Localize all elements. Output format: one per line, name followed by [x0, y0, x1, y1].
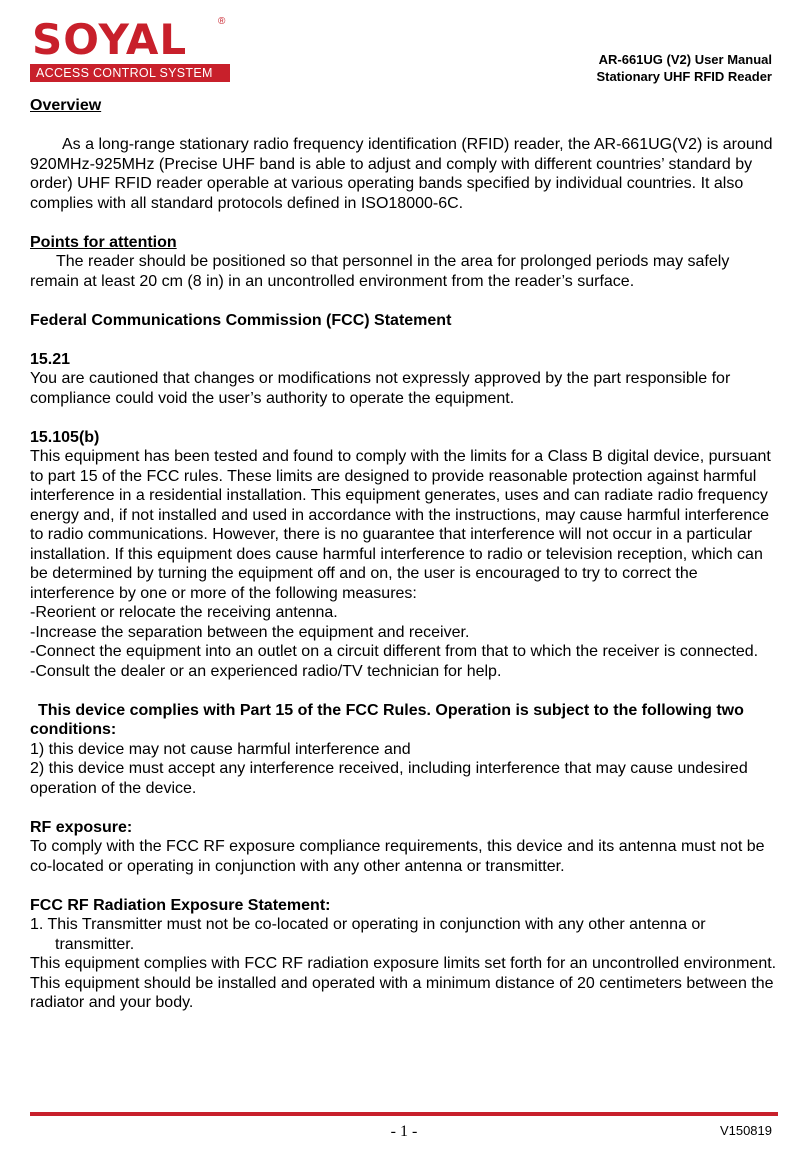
radiation-body: This equipment complies with FCC RF radiation exposure limits set forth for an uncontrolled environment. This equipment should be installed and operated with a minimum distance of 20 centimeters between the radiator and your body. — [30, 955, 777, 1011]
fcc-heading: Federal Communications Commission (FCC) Statement — [30, 311, 452, 329]
page-number: - 1 - — [390, 1123, 418, 1140]
registered-mark: ® — [218, 16, 226, 27]
page-content — [30, 96, 782, 1013]
section-15-21-body: You are cautioned that changes or modifications not expressly approved by the part responsible for compliance could void the user’s authority to operate the equipment. — [30, 370, 731, 407]
overview-heading: Overview — [30, 97, 102, 114]
manual-subtitle: Stationary UHF RFID Reader — [596, 69, 772, 84]
logo-subtitle: ACCESS CONTROL SYSTEM — [30, 64, 230, 82]
part15-statement: This device complies with Part 15 of the FCC Rules. Operation is subject to the following two conditions: — [30, 701, 744, 738]
measure-item: -Increase the separation between the equipment and receiver. — [30, 623, 470, 641]
condition-2: 2) this device must accept any interference received, including interference that may cause undesired operation of the device. — [30, 760, 748, 797]
logo-wordmark: SOYAL — [32, 15, 188, 64]
soyal-logo — [30, 16, 242, 84]
rf-exposure-heading: RF exposure: — [30, 818, 133, 836]
attention-heading: Points for attention — [30, 233, 177, 251]
measure-item: -Consult the dealer or an experienced radio/TV technician for help. — [30, 662, 502, 680]
version-code: V150819 — [719, 1123, 772, 1138]
section-15-105b-body: This equipment has been tested and found to comply with the limits for a Class B digital device, pursuant to part 15 of the FCC rules. These limits are designed to provide reasonable protection against harmful interference in a residential installation. This equipment generates, uses and can radiate radio frequency energy and, if not installed and used in accordance with the instructions, may cause harmful interference to radio communications. However, there is no guarantee that interference will not occur in a particular installation. If this equipment does cause harmful interference to radio or television reception, which can be determined by turning the equipment off and on, the user is encouraged to try to correct the interference by one or more of the following measures: — [30, 448, 771, 602]
condition-1: 1) this device may not cause harmful interference and — [30, 740, 411, 758]
section-15-105b-heading: 15.105(b) — [30, 428, 100, 446]
document-header — [596, 51, 772, 85]
radiation-heading: FCC RF Radiation Exposure Statement: — [30, 896, 331, 914]
footer-rule — [30, 1112, 778, 1116]
measure-item: -Connect the equipment into an outlet on a circuit different from that to which the receiver is connected. — [30, 643, 759, 660]
manual-title: AR-661UG (V2) User Manual — [598, 52, 772, 67]
measure-item: -Reorient or relocate the receiving antenna. — [30, 604, 338, 621]
section-15-21-heading: 15.21 — [30, 350, 71, 368]
attention-body: The reader should be positioned so that personnel in the area for prolonged periods may safely remain at least 20 cm (8 in) in an uncontrolled environment from the reader’s surface. — [30, 253, 730, 290]
overview-body: As a long-range stationary radio frequency identification (RFID) reader, the AR-661UG(V2) is around 920MHz-925MHz (Precise UHF band is able to adjust and comply with different countries’ standard by order) UHF RFID reader operable at various operating bands specified by individual countries. It also complies with all standard protocols defined in ISO18000-6C. — [30, 136, 773, 212]
rf-exposure-body: To comply with the FCC RF exposure compliance requirements, this device and its antenna must not be co-located or operating in conjunction with any other antenna or transmitter. — [30, 838, 765, 875]
radiation-item-1: 1. This Transmitter must not be co-located or operating in conjunction with any other antenna or transmitter. — [30, 916, 706, 953]
